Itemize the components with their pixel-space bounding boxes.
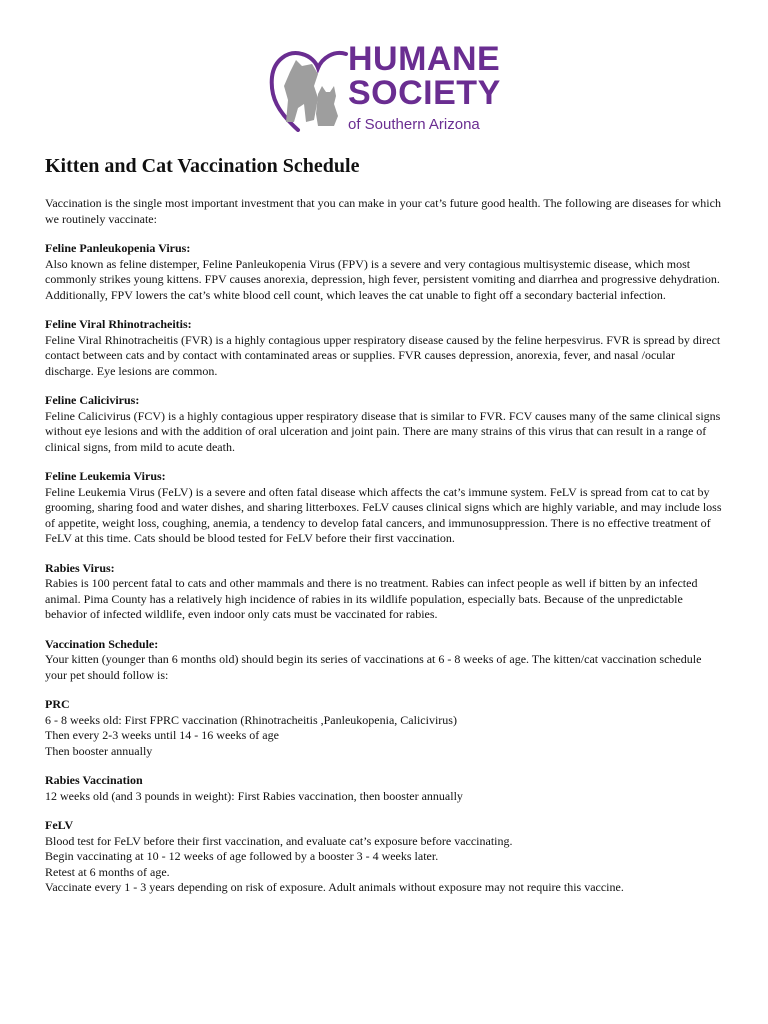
logo-text-southern-arizona: of Southern Arizona	[348, 116, 480, 133]
section-heading: Feline Leukemia Virus:	[45, 469, 166, 483]
section-body: Feline Leukemia Virus (FeLV) is a severe and often fatal disease which affects the cat’s immune system. FeLV is spread from cat to cat by grooming, sharing food and water dishes, and sharing litterboxes. FeLV causes clinical signs which are highly variable, and may include loss of appetite, weight loss, coughing, anemia, a tendency to develop fatal cancers, and immunosuppression. There is no effective treatment of FeLV at this time. Cats should be blood tested for FeLV before their first vaccination.	[45, 484, 722, 545]
section-body: Feline Viral Rhinotracheitis (FVR) is a highly contagious upper respiratory disease caused by the feline herpesvirus. FVR is spread by direct contact between cats and by contact with contaminated areas or supplies. FVR causes depression, anorexia, fever, and nasal /ocular discharge. Eye lesions are common.	[45, 332, 721, 378]
intro-paragraph: Vaccination is the single most important investment that you can make in your cat’s future good health. The following are diseases for which we routinely vaccinate:	[45, 196, 721, 226]
disease-section-rhinotracheitis	[45, 317, 725, 379]
disease-section-rabies	[45, 561, 725, 623]
dog-cat-silhouette-icon	[268, 42, 353, 132]
disease-section-leukemia	[45, 469, 725, 547]
logo-text-humane: HUMANE	[348, 40, 501, 78]
schedule-line: Then booster annually	[45, 743, 153, 758]
section-body: Feline Calicivirus (FCV) is a highly contagious upper respiratory disease that is similar to FVR. FCV causes many of the same clinical signs without eye lesions and with the addition of oral ulceration and joint pain. There are many strains of this virus that can result in a range of clinical signs, from mild to acute death.	[45, 408, 721, 454]
schedule-heading: PRC	[45, 697, 70, 711]
section-heading: Feline Calicivirus:	[45, 393, 140, 407]
page-title: Kitten and Cat Vaccination Schedule	[45, 155, 360, 177]
schedule-heading: Rabies Vaccination	[45, 773, 143, 787]
schedule-line: 6 - 8 weeks old: First FPRC vaccination (Rhinotracheitis ,Panleukopenia, Calicivirus)	[45, 712, 457, 727]
schedule-line: 12 weeks old (and 3 pounds in weight): First Rabies vaccination, then booster annually	[45, 788, 463, 803]
schedule-line: Vaccinate every 1 - 3 years depending on risk of exposure. Adult animals without exposure may not require this vaccine.	[45, 880, 624, 894]
schedule-heading: FeLV	[45, 818, 74, 832]
schedule-line: Then every 2-3 weeks until 14 - 16 weeks of age	[45, 728, 279, 742]
vaccination-schedule-section	[45, 637, 725, 684]
schedule-line: Retest at 6 months of age.	[45, 864, 170, 879]
section-heading: Rabies Virus:	[45, 560, 115, 575]
section-body: Rabies is 100 percent fatal to cats and other mammals and there is no treatment. Rabies can infect people as well if bitten by an infected animal. Pima County has a relatively high incidence of rabies in its wildlife population, especially bats. Because of the unpredictable behavior of infected wildlife, even indoor only cats must be vaccinated for rabies.	[45, 576, 698, 621]
section-body: Your kitten (younger than 6 months old) should begin its series of vaccinations at 6 - 8 weeks of age. The kitten/cat vaccination schedule your pet should follow is:	[45, 652, 702, 682]
section-body: Also known as feline distemper, Feline Panleukopenia Virus (FPV) is a severe and very contagious multisystemic disease, which most commonly strikes young kittens. FPV causes anorexia, depression, high fever, persistent vomiting and diarrhea and progressive dehydration. Additionally, FPV lowers the cat’s white blood cell count, which leaves the cat unable to fight off a secondary bacterial infection.	[45, 256, 720, 302]
schedule-rabies	[45, 773, 725, 804]
schedule-line: Blood test for FeLV before their first vaccination, and evaluate cat’s exposure before vaccinating.	[45, 833, 513, 848]
schedule-prc	[45, 697, 725, 759]
disease-section-panleukopenia	[45, 241, 725, 303]
humane-society-logo	[268, 42, 508, 132]
schedule-line: Begin vaccinating at 10 - 12 weeks of age followed by a booster 3 - 4 weeks later.	[45, 849, 439, 863]
schedule-felv	[45, 818, 725, 896]
section-heading: Feline Panleukopenia Virus:	[45, 241, 191, 255]
section-heading: Vaccination Schedule:	[45, 636, 159, 651]
section-heading: Feline Viral Rhinotracheitis:	[45, 317, 192, 331]
document-body	[45, 154, 725, 910]
disease-section-calicivirus	[45, 393, 725, 455]
logo-text-society: SOCIETY	[348, 74, 501, 112]
